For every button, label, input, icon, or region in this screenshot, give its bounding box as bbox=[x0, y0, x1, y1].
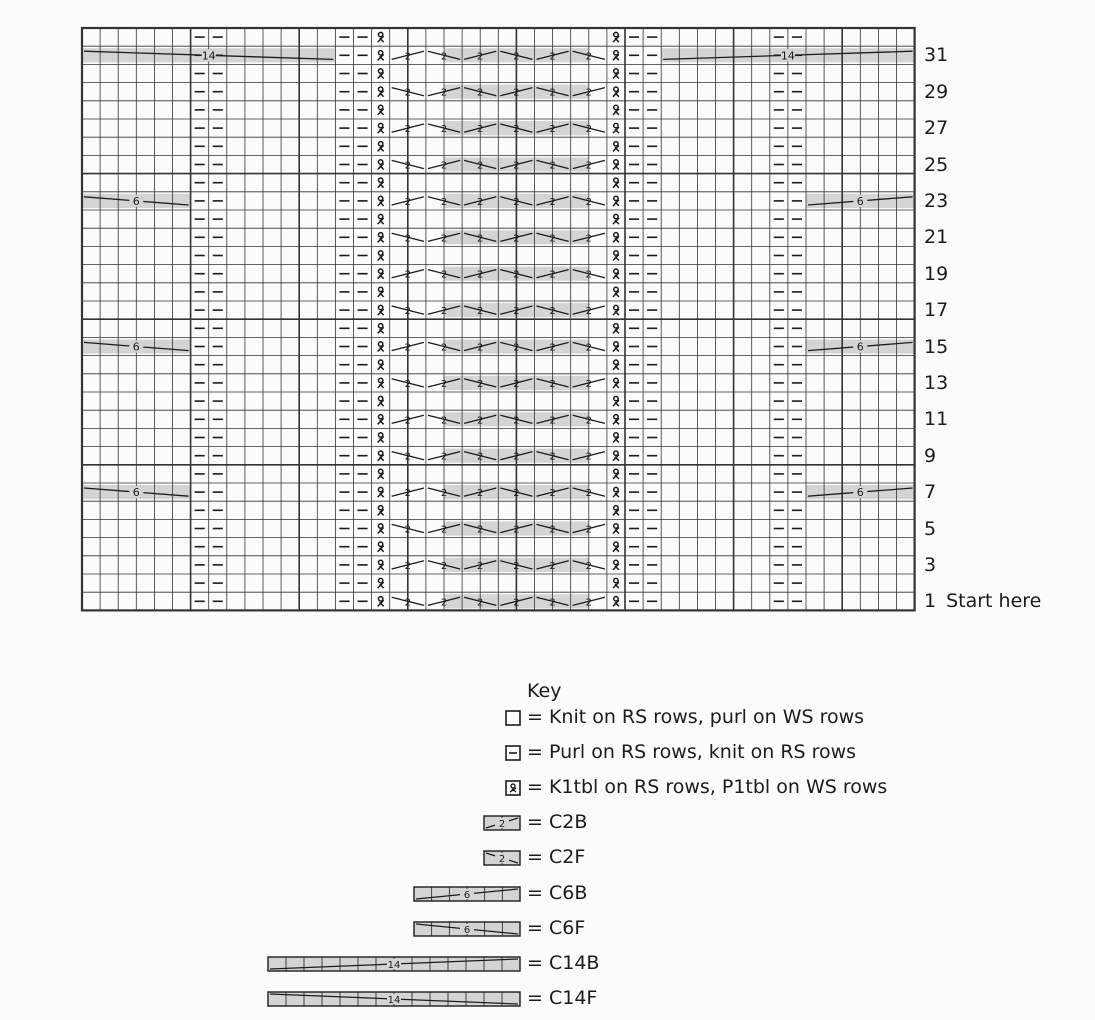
c6f-cable-label: 6 bbox=[132, 486, 140, 500]
c2b-label: 2 bbox=[404, 269, 411, 281]
c2b-label: 2 bbox=[585, 378, 592, 390]
row-number-19 bbox=[924, 264, 948, 284]
k1tbl-mark bbox=[614, 560, 618, 564]
k1tbl-mark bbox=[614, 542, 618, 546]
c2f-label: 2 bbox=[477, 160, 484, 172]
c2f-label: 2 bbox=[585, 415, 592, 427]
k1tbl-mark bbox=[614, 87, 618, 91]
c2f-label: 2 bbox=[404, 378, 411, 390]
row-number-text: 13 bbox=[924, 371, 949, 394]
k1tbl-mark bbox=[378, 396, 382, 400]
k1tbl-mark bbox=[614, 342, 618, 346]
c2f-label: 2 bbox=[404, 233, 411, 245]
c2b-label: 2 bbox=[585, 524, 592, 536]
c2f-label: 2 bbox=[549, 597, 556, 609]
key-item-c14f bbox=[267, 987, 597, 1009]
c2f-label: 2 bbox=[440, 269, 448, 281]
row-number-text: 29 bbox=[924, 80, 949, 103]
c2b-label: 2 bbox=[477, 51, 484, 63]
c2b-label: 2 bbox=[440, 233, 448, 245]
k1tbl-mark bbox=[378, 469, 382, 473]
c2b-label: 2 bbox=[585, 233, 592, 245]
key-cable-label: 2 bbox=[498, 818, 506, 830]
k1tbl-mark bbox=[378, 269, 382, 273]
k1tbl-mark bbox=[378, 324, 382, 328]
c2f-label: 2 bbox=[440, 488, 448, 500]
c2b-label: 2 bbox=[549, 269, 556, 281]
k1tbl-mark bbox=[614, 105, 618, 109]
k1tbl-mark bbox=[378, 451, 382, 455]
c2b-label: 2 bbox=[404, 415, 411, 427]
row-number-text: 23 bbox=[924, 189, 949, 212]
k1tbl-mark bbox=[378, 560, 382, 564]
c2b-label: 2 bbox=[477, 124, 484, 136]
c2f-label: 2 bbox=[585, 342, 592, 354]
chart-grid bbox=[82, 28, 915, 610]
c2f-label: 2 bbox=[513, 415, 520, 427]
c2b-label: 2 bbox=[549, 124, 556, 136]
k1tbl-mark bbox=[378, 251, 382, 255]
c2f-label: 2 bbox=[549, 524, 556, 536]
c2f-label: 2 bbox=[440, 124, 448, 136]
k1tbl-mark bbox=[614, 469, 618, 473]
k1tbl-mark bbox=[614, 396, 618, 400]
k1tbl-mark bbox=[614, 305, 618, 309]
row-number-17 bbox=[924, 300, 948, 320]
c2f-label: 2 bbox=[513, 124, 520, 136]
start-here-label: Start here bbox=[946, 590, 1042, 613]
c6b-cable-label: 6 bbox=[856, 486, 864, 500]
c2b-label: 2 bbox=[477, 196, 484, 208]
c2f-label: 2 bbox=[404, 87, 411, 99]
key-item-text: = K1tbl on RS rows, P1tbl on WS rows bbox=[527, 776, 888, 798]
c2f-label: 2 bbox=[477, 597, 484, 609]
c2b-label: 2 bbox=[549, 560, 556, 572]
k1tbl-mark bbox=[614, 287, 618, 291]
row-number-9 bbox=[924, 446, 936, 466]
key-item-c2b bbox=[483, 811, 587, 833]
k1tbl-symbol-icon bbox=[505, 779, 521, 797]
c2b-label: 2 bbox=[440, 378, 448, 390]
k1tbl-mark bbox=[378, 524, 382, 528]
c2f-label: 2 bbox=[585, 196, 592, 208]
row-number-text: 15 bbox=[924, 335, 949, 358]
k1tbl-mark bbox=[378, 69, 382, 73]
k1tbl-mark bbox=[614, 69, 618, 73]
k1tbl-mark bbox=[614, 251, 618, 255]
c2f-label: 2 bbox=[549, 87, 556, 99]
k1tbl-mark bbox=[614, 324, 618, 328]
row-number-29 bbox=[924, 82, 948, 102]
key-item-text: = C6B bbox=[527, 882, 588, 904]
row-number-text: 19 bbox=[924, 262, 949, 285]
k1tbl-mark bbox=[614, 142, 618, 146]
c2b-label: 2 bbox=[440, 597, 448, 609]
k1tbl-mark bbox=[614, 578, 618, 582]
c2f-label: 2 bbox=[549, 451, 556, 463]
k1tbl-mark bbox=[614, 269, 618, 273]
c2b-label: 2 bbox=[477, 488, 484, 500]
row-number-7 bbox=[924, 482, 936, 502]
row-number-3 bbox=[924, 555, 936, 575]
c2f-label: 2 bbox=[549, 306, 556, 318]
row-number-11 bbox=[924, 409, 948, 429]
c2b-label: 2 bbox=[404, 342, 411, 354]
row-number-text: 11 bbox=[924, 408, 949, 431]
key-item-k1tbl bbox=[505, 776, 887, 798]
k1tbl-mark bbox=[378, 342, 382, 346]
k1tbl-mark bbox=[378, 305, 382, 309]
c2f-label: 2 bbox=[440, 342, 448, 354]
k1tbl-mark bbox=[378, 415, 382, 419]
c2b-label: 2 bbox=[549, 415, 556, 427]
k1tbl-mark bbox=[614, 506, 618, 510]
c2b-label: 2 bbox=[513, 306, 520, 318]
k1tbl-mark bbox=[614, 214, 618, 218]
c2b-label: 2 bbox=[585, 597, 592, 609]
key-cable-label: 14 bbox=[387, 959, 401, 971]
row-number-23 bbox=[924, 191, 948, 211]
k1tbl-mark bbox=[378, 87, 382, 91]
row-number-27 bbox=[924, 118, 948, 138]
c2b-label: 2 bbox=[513, 160, 520, 172]
c2b-label: 2 bbox=[440, 87, 448, 99]
c2b-label: 2 bbox=[404, 560, 411, 572]
key-box bbox=[506, 711, 520, 725]
knit-symbol-icon bbox=[505, 709, 521, 727]
c6b-cable-label: 6 bbox=[856, 194, 864, 208]
key-title: Key bbox=[527, 680, 562, 702]
c14b-cable-label: 14 bbox=[780, 49, 795, 63]
row-number-text: 17 bbox=[924, 299, 949, 322]
c2b-label: 2 bbox=[549, 196, 556, 208]
row-number-text: 5 bbox=[924, 517, 937, 540]
c2b-label: 2 bbox=[585, 451, 592, 463]
k1tbl-mark bbox=[378, 506, 382, 510]
row-number-13 bbox=[924, 373, 948, 393]
c2b-label: 2 bbox=[477, 560, 484, 572]
k1tbl-mark bbox=[614, 597, 618, 601]
c2f-label: 2 bbox=[404, 524, 411, 536]
key-item-c6b bbox=[413, 882, 587, 904]
c14f-cable-label: 14 bbox=[201, 49, 216, 63]
key-item-c6f bbox=[413, 917, 585, 939]
c2b-label: 2 bbox=[513, 87, 520, 99]
c2f-label: 2 bbox=[477, 451, 484, 463]
c2f-label: 2 bbox=[477, 233, 484, 245]
c2f-label: 2 bbox=[585, 269, 592, 281]
key-item-c14b bbox=[267, 952, 599, 974]
c2f-label: 2 bbox=[513, 342, 520, 354]
k1tbl-mark bbox=[378, 32, 382, 36]
c2f-label: 2 bbox=[440, 196, 448, 208]
c2b-label: 2 bbox=[513, 597, 520, 609]
c2f-label: 2 bbox=[404, 306, 411, 318]
k1tbl-mark bbox=[614, 196, 618, 200]
c2b-label: 2 bbox=[513, 378, 520, 390]
c2b-label: 2 bbox=[477, 342, 484, 354]
k1tbl-mark bbox=[614, 487, 618, 491]
c2b-label: 2 bbox=[513, 233, 520, 245]
c2f-label: 2 bbox=[585, 124, 592, 136]
c14b-symbol-icon bbox=[267, 955, 521, 973]
key-item-text: = C6F bbox=[527, 917, 586, 939]
c6f-cable-label: 6 bbox=[132, 340, 140, 354]
row-number-25 bbox=[924, 155, 948, 175]
c2b-label: 2 bbox=[513, 451, 520, 463]
c2f-label: 2 bbox=[549, 378, 556, 390]
key-cable-label: 6 bbox=[463, 924, 471, 936]
k1tbl-mark bbox=[378, 433, 382, 437]
c2f-label: 2 bbox=[477, 87, 484, 99]
c2b-label: 2 bbox=[513, 524, 520, 536]
k1tbl-mark bbox=[614, 433, 618, 437]
c2f-label: 2 bbox=[440, 51, 448, 63]
k1tbl-mark bbox=[614, 524, 618, 528]
k1tbl-mark bbox=[378, 123, 382, 127]
row-number-text: 3 bbox=[924, 553, 937, 576]
k1tbl-mark bbox=[614, 51, 618, 55]
key-item-text: = C14F bbox=[527, 987, 598, 1009]
c2f-label: 2 bbox=[513, 196, 520, 208]
k1tbl-mark bbox=[378, 196, 382, 200]
k1tbl-mark bbox=[614, 233, 618, 237]
key-item-text: = Purl on RS rows, knit on RS rows bbox=[527, 741, 857, 763]
c2b-label: 2 bbox=[404, 196, 411, 208]
c2f-label: 2 bbox=[477, 378, 484, 390]
k1tbl-mark bbox=[378, 178, 382, 182]
c2b-label: 2 bbox=[549, 342, 556, 354]
c2b-label: 2 bbox=[549, 488, 556, 500]
c2f-label: 2 bbox=[477, 306, 484, 318]
c2b-label: 2 bbox=[440, 160, 448, 172]
k1tbl-mark bbox=[614, 32, 618, 36]
k1tbl-mark bbox=[614, 160, 618, 164]
k1tbl-mark bbox=[378, 578, 382, 582]
row-number-text: 21 bbox=[924, 226, 949, 249]
c2b-label: 2 bbox=[404, 124, 411, 136]
c2b-label: 2 bbox=[585, 160, 592, 172]
row-number-text: 9 bbox=[924, 444, 937, 467]
key-item-c2f bbox=[483, 846, 585, 868]
row-number-text: 25 bbox=[924, 153, 949, 176]
k1tbl-mark bbox=[378, 51, 382, 55]
c2f-label: 2 bbox=[477, 524, 484, 536]
k1tbl-mark bbox=[614, 178, 618, 182]
c2b-label: 2 bbox=[440, 524, 448, 536]
key-cable-label: 6 bbox=[463, 889, 471, 901]
c2f-label: 2 bbox=[585, 488, 592, 500]
c2f-label: 2 bbox=[585, 51, 592, 63]
k1tbl-mark bbox=[378, 360, 382, 364]
c2b-symbol-icon bbox=[483, 814, 521, 832]
c6b-symbol-icon bbox=[413, 885, 521, 903]
c6f-cable-label: 6 bbox=[132, 194, 140, 208]
c2b-label: 2 bbox=[404, 488, 411, 500]
k1tbl-mark bbox=[378, 160, 382, 164]
k1tbl-mark bbox=[378, 597, 382, 601]
c2b-label: 2 bbox=[477, 269, 484, 281]
k1tbl-mark bbox=[378, 378, 382, 382]
c2f-label: 2 bbox=[440, 415, 448, 427]
key-item-text: = Knit on RS rows, purl on WS rows bbox=[527, 706, 865, 728]
row-number-5 bbox=[924, 519, 936, 539]
k1tbl-mark bbox=[378, 214, 382, 218]
c2f-symbol-icon bbox=[483, 849, 521, 867]
k1tbl-mark bbox=[378, 142, 382, 146]
row-number-15 bbox=[924, 337, 948, 357]
c2b-label: 2 bbox=[440, 451, 448, 463]
c2f-label: 2 bbox=[513, 269, 520, 281]
row-number-text: 27 bbox=[924, 117, 949, 140]
c2f-label: 2 bbox=[513, 560, 520, 572]
c2f-label: 2 bbox=[513, 488, 520, 500]
key-cable-label: 14 bbox=[387, 994, 401, 1006]
row-number-text: 1 bbox=[924, 590, 937, 613]
c2b-label: 2 bbox=[440, 306, 448, 318]
key-item-text: = C2B bbox=[527, 811, 588, 833]
k1tbl-mark bbox=[378, 233, 382, 237]
row-number-text: 31 bbox=[924, 44, 949, 67]
c2b-label: 2 bbox=[585, 306, 592, 318]
c2f-label: 2 bbox=[549, 233, 556, 245]
c2f-label: 2 bbox=[513, 51, 520, 63]
row-number-21 bbox=[924, 227, 948, 247]
key-item-text: = C2F bbox=[527, 846, 586, 868]
k1tbl-mark bbox=[614, 360, 618, 364]
key-item-purl bbox=[505, 741, 856, 763]
k1tbl-mark bbox=[378, 487, 382, 491]
k1tbl-mark bbox=[614, 378, 618, 382]
k1tbl-mark bbox=[378, 287, 382, 291]
c2b-label: 2 bbox=[585, 87, 592, 99]
row-number-text: 7 bbox=[924, 481, 937, 504]
k1tbl-mark bbox=[614, 451, 618, 455]
c2f-label: 2 bbox=[404, 451, 411, 463]
k1tbl-mark bbox=[378, 105, 382, 109]
c2f-label: 2 bbox=[440, 560, 448, 572]
key-cable-label: 2 bbox=[498, 853, 506, 865]
c2b-label: 2 bbox=[404, 51, 411, 63]
k1tbl-mark bbox=[614, 415, 618, 419]
key-item-knit bbox=[505, 706, 864, 728]
c2b-label: 2 bbox=[549, 51, 556, 63]
row-number-31 bbox=[924, 45, 948, 65]
k1tbl-mark bbox=[614, 123, 618, 127]
c6f-symbol-icon bbox=[413, 920, 521, 938]
c14f-symbol-icon bbox=[267, 990, 521, 1008]
c2f-label: 2 bbox=[585, 560, 592, 572]
k1tbl-mark bbox=[378, 542, 382, 546]
row-number-1 bbox=[924, 591, 1041, 611]
purl-symbol-icon bbox=[505, 744, 521, 762]
c2f-label: 2 bbox=[404, 597, 411, 609]
c2b-label: 2 bbox=[477, 415, 484, 427]
key-item-text: = C14B bbox=[527, 952, 600, 974]
c2f-label: 2 bbox=[404, 160, 411, 172]
c6b-cable-label: 6 bbox=[856, 340, 864, 354]
c2f-label: 2 bbox=[549, 160, 556, 172]
